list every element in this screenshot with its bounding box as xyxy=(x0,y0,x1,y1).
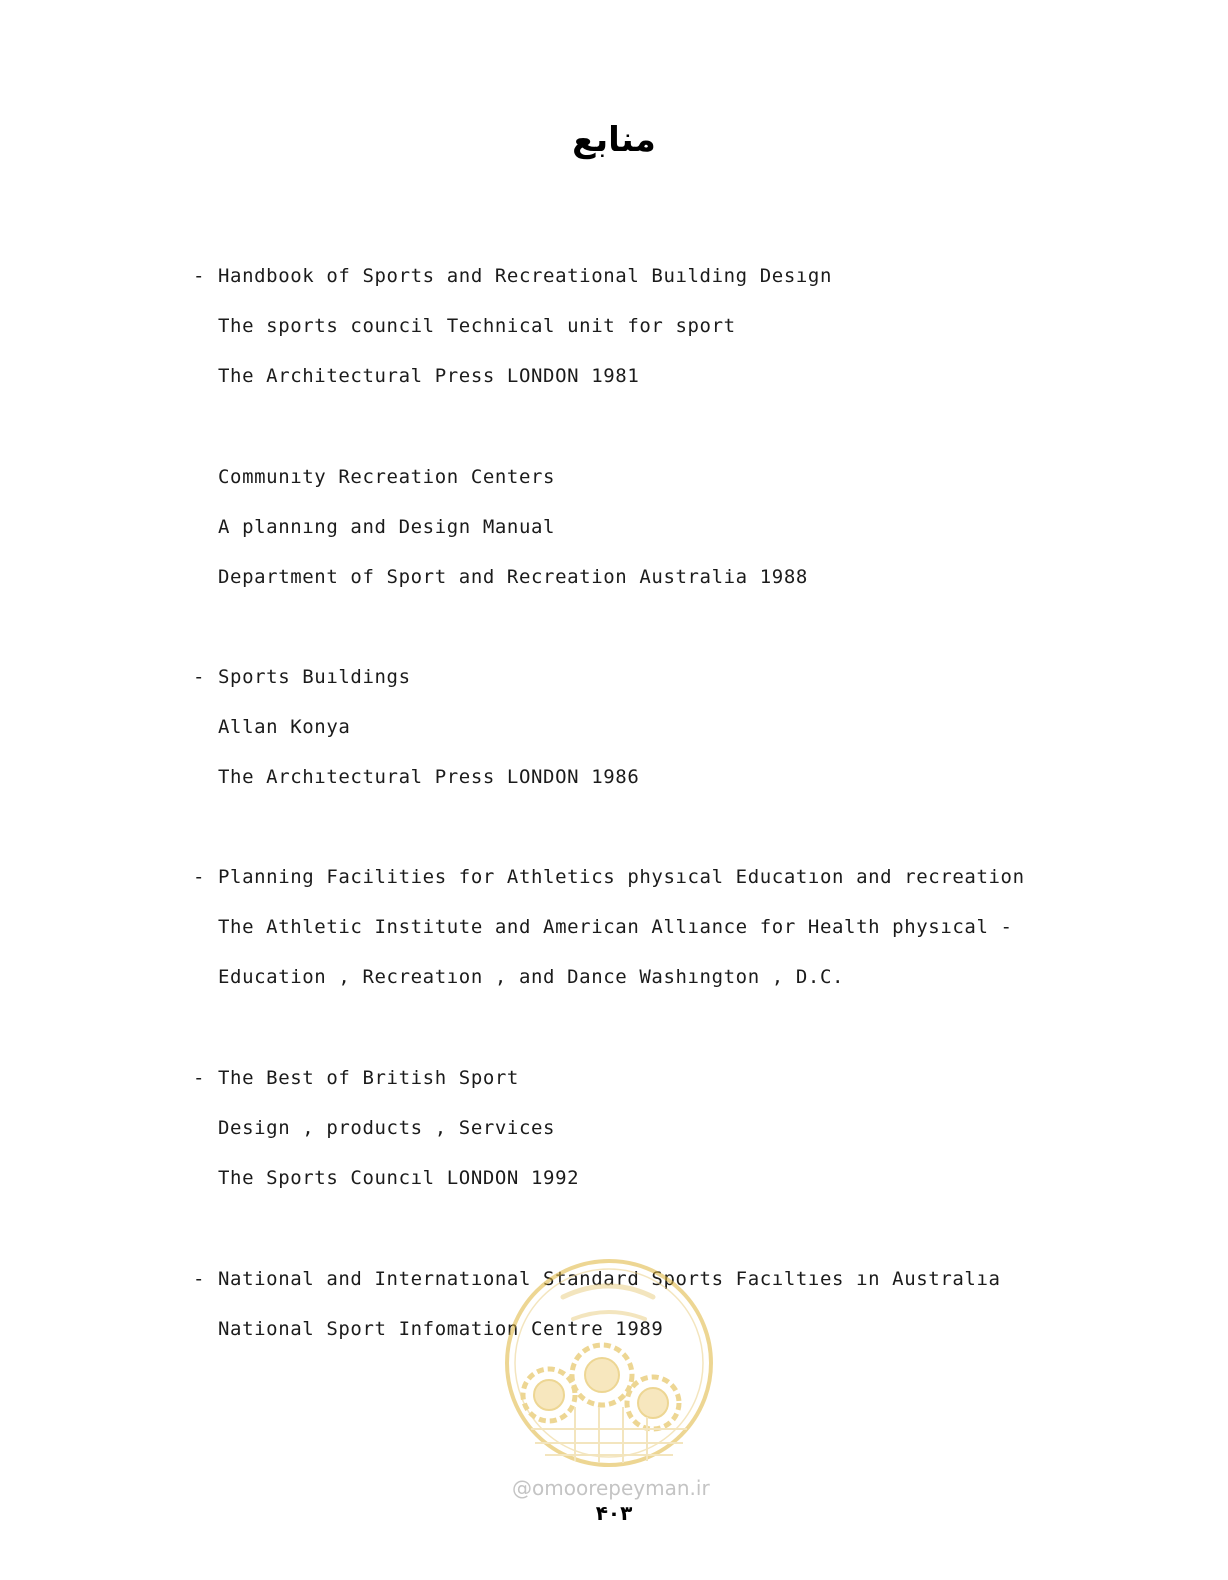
reference-text: The Archıtectural Press LONDON 1986 xyxy=(218,766,640,788)
reference-dash: - xyxy=(193,866,206,888)
reference-entry xyxy=(193,864,1053,1014)
reference-text: Communıty Recreation Centers xyxy=(218,466,556,488)
reference-entry xyxy=(193,664,1053,814)
reference-text: The Best of British Sport xyxy=(218,1067,519,1089)
reference-line xyxy=(193,464,1053,514)
reference-dash: - xyxy=(193,1067,206,1089)
reference-text: National Sport Infomation Centre 1989 xyxy=(218,1318,664,1340)
reference-line xyxy=(193,1065,1053,1115)
reference-text: Sports Buıldings xyxy=(218,666,411,688)
reference-text: National and Internatıonal Standard Sports Facıltıes ın Australıa xyxy=(218,1268,1001,1290)
site-mark-text: @omoorepeyman.ir xyxy=(512,1476,710,1500)
reference-text: Design , products , Services xyxy=(218,1117,556,1139)
reference-line xyxy=(193,664,1053,714)
reference-text: The sports council Technical unit for sport xyxy=(218,315,736,337)
reference-entry xyxy=(193,464,1053,614)
reference-line xyxy=(193,263,1053,313)
watermark-seal-icon xyxy=(503,1257,715,1469)
site-watermark xyxy=(512,1476,710,1500)
reference-dash: - xyxy=(193,1268,206,1290)
reference-line xyxy=(193,964,1053,1014)
reference-text: Planning Facilities for Athletics physıcal Educatıon and recreation xyxy=(218,866,1025,888)
reference-text: The Athletic Institute and American Allıance for Health physıcal - xyxy=(218,916,1013,938)
reference-line xyxy=(193,564,1053,614)
reference-text: Education , Recreatıon , and Dance Washıngton , D.C. xyxy=(218,966,845,988)
reference-text: The Sports Councıl LONDON 1992 xyxy=(218,1167,580,1189)
reference-line xyxy=(193,914,1053,964)
reference-entry xyxy=(193,1065,1053,1215)
reference-text: The Architectural Press LONDON 1981 xyxy=(218,365,640,387)
reference-line xyxy=(193,864,1053,914)
page-title: منابع xyxy=(572,120,656,160)
reference-line xyxy=(193,514,1053,564)
reference-text: Department of Sport and Recreation Australia 1988 xyxy=(218,566,808,588)
reference-line xyxy=(193,313,1053,363)
reference-line xyxy=(193,363,1053,413)
reference-text: Handbook of Sports and Recreational Buılding Desıgn xyxy=(218,265,832,287)
reference-entry xyxy=(193,263,1053,413)
reference-line xyxy=(193,1165,1053,1215)
reference-line xyxy=(193,764,1053,814)
reference-text: Allan Konya xyxy=(218,716,351,738)
reference-dash: - xyxy=(193,666,206,688)
page-number: ۴۰۳ xyxy=(595,1501,633,1525)
reference-line xyxy=(193,714,1053,764)
reference-line xyxy=(193,1115,1053,1165)
reference-dash: - xyxy=(193,265,206,287)
reference-text: A plannıng and Design Manual xyxy=(218,516,556,538)
